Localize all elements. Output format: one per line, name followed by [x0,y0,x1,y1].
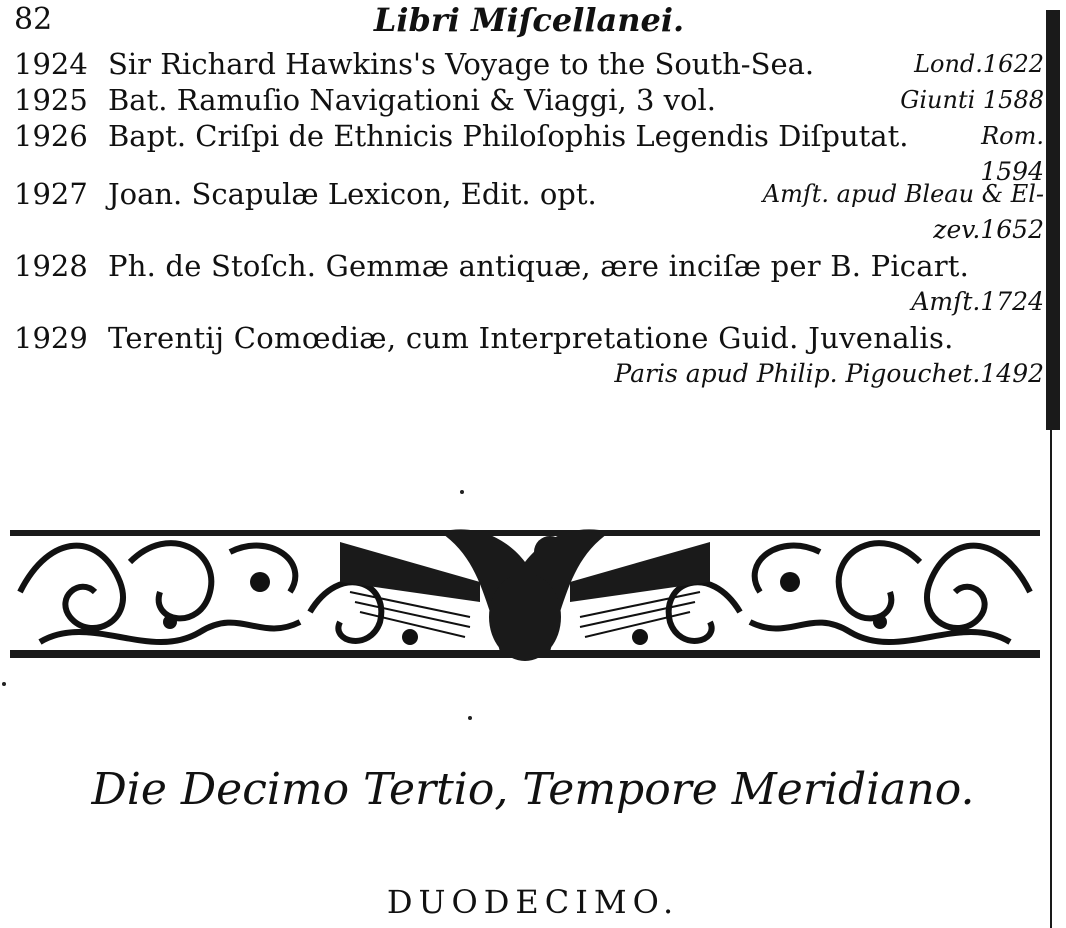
lot-number: 1926 [14,119,88,153]
imprint-continuation [14,356,1044,392]
page-edge-line [1050,430,1052,928]
ink-speck [468,716,472,720]
running-title: Libri Miſcellanei. [373,1,685,39]
lot-number: 1924 [14,47,88,81]
ink-speck [460,490,464,494]
section-subheading: DUODECIMO. [386,883,680,921]
entry-title: Terentij Comœdiæ, cum Interpretatione Guid. Juvenalis. [108,321,954,355]
catalogue-entries [14,46,1044,392]
entry-imprint: Rom. [981,122,1044,150]
entry-imprint: 1594 [980,157,1044,186]
list-item [14,248,1044,284]
lot-number: 1925 [14,83,88,117]
entry-imprint: Amſt. apud Bleau & El- [762,180,1044,208]
entry-imprint: Lond.1622 [914,50,1044,78]
list-item [14,118,1044,154]
lot-number: 1928 [14,249,88,283]
entry-title: Bat. Ramuſio Navigationi & Viaggi, 3 vol. [108,83,716,117]
list-item [14,176,1044,212]
entry-imprint: zev.1652 [933,215,1044,244]
list-item [14,82,1044,118]
entry-imprint: Giunti 1588 [900,86,1044,114]
list-item [14,46,1044,82]
ink-speck [2,682,6,686]
entry-imprint: Amſt.1724 [911,287,1044,316]
page-number: 82 [14,2,53,37]
entry-title: Bapt. Criſpi de Ethnicis Philoſophis Legendis Diſputat. [108,119,909,153]
imprint-continuation [14,212,1044,248]
imprint-continuation [14,284,1044,320]
floral-eagle-headpiece-icon [10,522,1040,664]
page-edge-shadow [1046,10,1060,430]
page-header [14,0,1044,44]
lot-number: 1927 [14,177,88,211]
entry-title: Joan. Scapulæ Lexicon, Edit. opt. [108,177,597,211]
list-item [14,320,1044,356]
entry-title: Ph. de Stoſch. Gemmæ antiquæ, ære inciſæ per B. Picart. [108,249,970,283]
section-title: Die Decimo Tertio, Tempore Meridiano. [91,764,975,815]
entry-imprint: Paris apud Philip. Pigouchet.1492 [614,359,1044,388]
entry-title: Sir Richard Hawkins's Voyage to the South-Sea. [108,47,815,81]
lot-number: 1929 [14,321,88,355]
